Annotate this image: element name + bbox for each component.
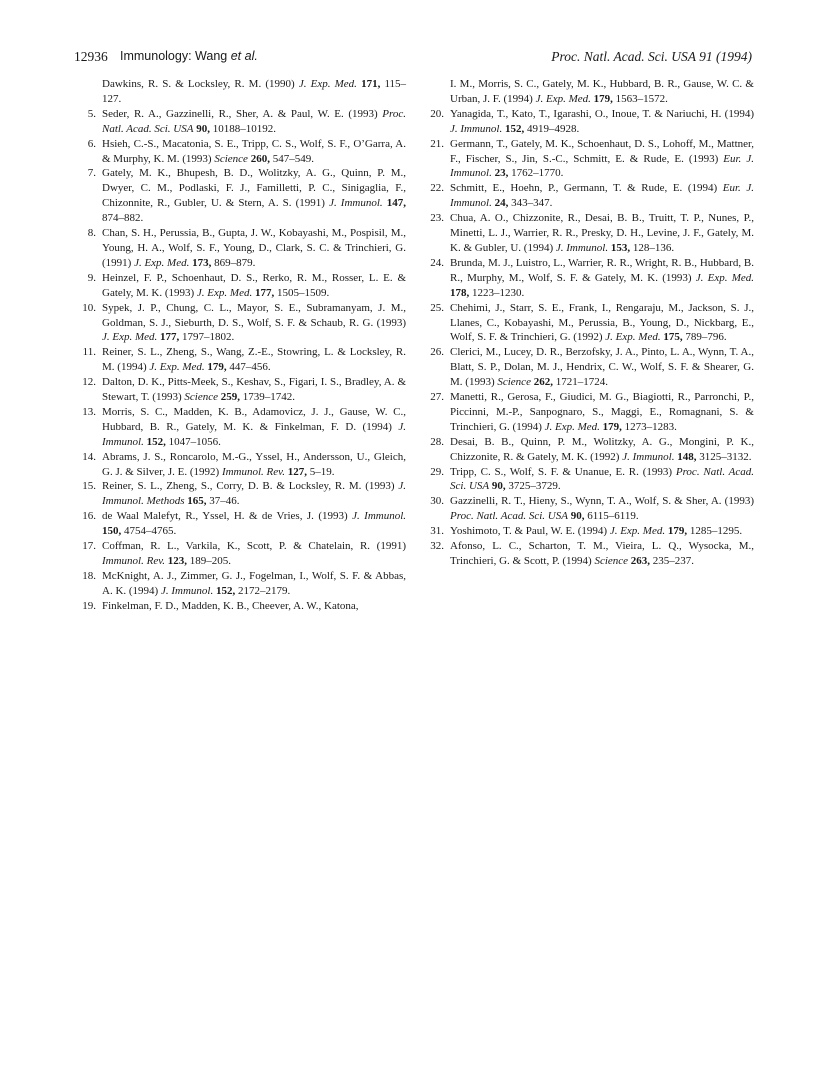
- reference-entry: [76, 509, 406, 539]
- reference-pages: 3725–3729.: [508, 480, 561, 493]
- reference-number: 9.: [87, 271, 96, 284]
- reference-authors: Chehimi, J., Starr, S. E., Frank, I., Rengaraju, M., Jackson, S. J., Llanes, C., Kobayashi, M., Perussia, B., Young, D., Nickbarg, E., Wolf, S. F. & Trinchieri, G. (1992): [450, 301, 754, 344]
- reference-entry: [76, 479, 406, 509]
- reference-entry: [76, 301, 406, 346]
- reference-number: 13.: [82, 405, 96, 418]
- reference-journal: J. Exp. Med.: [134, 256, 190, 269]
- reference-number: 15.: [82, 480, 96, 493]
- reference-pages: 189–205.: [189, 555, 232, 567]
- reference-volume: 260,: [250, 152, 270, 165]
- reference-journal: Proc. Natl. Acad. Sci. USA: [450, 510, 568, 523]
- reference-volume: 177,: [160, 331, 180, 344]
- reference-authors: Seder, R. A., Gazzinelli, R., Sher, A. & Paul, W. E. (1993): [102, 107, 378, 120]
- reference-number: 29.: [430, 465, 444, 478]
- reference-number: 14.: [82, 450, 96, 463]
- reference-number: 32.: [430, 540, 444, 553]
- reference-journal: Science: [594, 555, 629, 567]
- page-header: [74, 49, 752, 67]
- references-right-column: [424, 77, 754, 569]
- reference-journal: J. Immunol.: [352, 510, 407, 523]
- reference-authors: Coffman, R. L., Varkila, K., Scott, P. & Chatelain, R. (1991): [102, 540, 406, 553]
- reference-number: 31.: [430, 525, 444, 538]
- reference-journal: J. Exp. Med.: [609, 525, 666, 538]
- reference-entry: [76, 539, 406, 569]
- reference-authors: Chua, A. O., Chizzonite, R., Desai, B. B., Truitt, T. P., Nunes, P., Minetti, L. J., Warrier, R. R., Presky, D. H., Levine, J. F., Gately, M. K. & Gubler, U. (1994): [450, 212, 754, 254]
- reference-volume: 165,: [187, 495, 207, 508]
- reference-journal: J. Exp. Med.: [298, 78, 357, 90]
- reference-volume: 263,: [630, 555, 651, 567]
- reference-volume: 173,: [192, 256, 212, 269]
- reference-pages: 1285–1295.: [689, 525, 743, 538]
- reference-pages: 1047–1056.: [168, 435, 221, 448]
- reference-volume: 178,: [450, 286, 470, 299]
- reference-pages: 547–549.: [272, 152, 314, 165]
- reference-entry: [424, 256, 754, 301]
- reference-entry: [76, 166, 406, 226]
- reference-volume: 147,: [386, 197, 406, 210]
- reference-number: 18.: [82, 569, 96, 582]
- reference-pages: 1273–1283.: [624, 420, 677, 433]
- reference-journal: J. Immunol.: [555, 241, 609, 254]
- reference-pages: 2172–2179.: [237, 584, 291, 597]
- reference-journal: Science: [184, 391, 218, 404]
- reference-number: 21.: [430, 137, 444, 150]
- reference-number: 11.: [82, 346, 96, 359]
- reference-pages: 1721–1724.: [555, 376, 608, 389]
- reference-number: 6.: [87, 137, 96, 150]
- reference-pages: 4754–4765.: [124, 525, 177, 538]
- reference-volume: 171,: [361, 78, 381, 90]
- reference-authors: Schmitt, E., Hoehn, P., Germann, T. & Rude, E. (1994): [450, 182, 718, 195]
- reference-volume: 90,: [570, 510, 585, 523]
- journal-citation-header: Proc. Natl. Acad. Sci. USA 91 (1994): [551, 49, 752, 64]
- reference-entry: [76, 569, 406, 599]
- reference-entry: [424, 301, 754, 346]
- reference-entry: [424, 494, 754, 524]
- reference-entry: [76, 405, 406, 450]
- reference-volume: 152,: [215, 584, 236, 597]
- reference-number: 5.: [87, 107, 96, 120]
- reference-volume: 262,: [533, 376, 553, 389]
- reference-authors: Heinzel, F. P., Schoenhaut, D. S., Rerko, R. M., Rosser, L. E. & Gately, M. K. (1993): [102, 271, 406, 299]
- reference-journal: Science: [497, 376, 531, 389]
- reference-authors: Brunda, M. J., Luistro, L., Warrier, R. R., Wright, R. B., Hubbard, B. R., Murphy, M., Wolf, S. F. & Gately, M. K. (1993): [450, 256, 754, 284]
- reference-journal: Immunol. Rev.: [102, 555, 166, 567]
- reference-pages: 1797–1802.: [182, 331, 235, 344]
- reference-authors: Clerici, M., Lucey, D. R., Berzofsky, J. A., Pinto, L. A., Wynn, T. A., Blatt, S. P., Dolan, M. J., Hendrix, C. W., Wolf, S. F. & Shearer, G. M. (1993): [450, 346, 754, 389]
- reference-journal: J. Exp. Med.: [196, 286, 253, 299]
- reference-volume: 152,: [146, 435, 166, 448]
- reference-pages: 235–237.: [652, 555, 695, 567]
- reference-journal: Eur. J. Immunol.: [450, 152, 754, 180]
- reference-pages: 128–136.: [632, 241, 675, 254]
- reference-entry: [76, 599, 406, 614]
- reference-authors: Sypek, J. P., Chung, C. L., Mayor, S. E., Subramanyam, J. M., Goldman, S. J., Sieburth, D. S., Wolf, S. F. & Schaub, R. G. (1993): [102, 301, 406, 329]
- reference-volume: 152,: [505, 122, 525, 135]
- reference-authors: I. M., Morris, S. C., Gately, M. K., Hubbard, B. R., Gause, W. C. & Urban, J. F. (1994): [450, 78, 754, 105]
- reference-entry: [76, 345, 406, 375]
- reference-entry: [424, 539, 754, 569]
- reference-pages: 1762–1770.: [511, 167, 564, 180]
- reference-entry: [424, 465, 754, 495]
- reference-authors: Finkelman, F. D., Madden, K. B., Cheever, A. W., Katona,: [102, 599, 359, 612]
- reference-volume: 177,: [254, 286, 275, 299]
- reference-volume: 24,: [494, 197, 509, 210]
- section-label: Immunology: Wang: [120, 49, 228, 63]
- reference-authors: Desai, B. B., Quinn, P. M., Wolitzky, A. G., Mongini, P. K., Chizzonite, R. & Gately, M. K. (1992): [450, 435, 754, 463]
- reference-volume: 90,: [491, 480, 506, 493]
- reference-entry: [76, 77, 406, 107]
- reference-pages: 3125–3132.: [699, 450, 752, 463]
- reference-volume: 150,: [102, 525, 122, 538]
- reference-authors: Morris, S. C., Madden, K. B., Adamovicz, J. J., Gause, W. C., Hubbard, B. R., Gately, M. K. & Finkelman, F. D. (1994): [102, 405, 406, 433]
- reference-journal: J. Immunol.: [102, 420, 407, 448]
- reference-authors: Manetti, R., Gerosa, F., Giudici, M. G., Biagiotti, R., Parronchi, P., Piccinni, M.-P., Sanpognaro, S., Maggi, E., Romagnani, S. & Trinchieri, G. (1994): [450, 391, 754, 433]
- reference-journal: J. Immunol.: [622, 450, 675, 463]
- reference-authors: Chan, S. H., Perussia, B., Gupta, J. W., Kobayashi, M., Pospisil, M., Young, H. A., Wolf, S. F., Young, D., Clark, S. C. & Trinchieri, G. (1991): [102, 227, 406, 269]
- reference-entry: [424, 107, 754, 137]
- reference-number: 30.: [430, 495, 444, 508]
- reference-journal: Immunol. Rev.: [221, 465, 285, 478]
- reference-pages: 6115–6119.: [587, 510, 639, 523]
- reference-journal: J. Exp. Med.: [544, 420, 600, 433]
- reference-authors: Dawkins, R. S. & Locksley, R. M. (1990): [102, 78, 295, 90]
- reference-volume: 179,: [207, 361, 227, 374]
- reference-pages: 869–879.: [214, 256, 256, 269]
- reference-volume: 148,: [677, 450, 697, 463]
- reference-entry: [424, 137, 754, 182]
- reference-entry: [76, 271, 406, 301]
- reference-pages: 37–46.: [209, 495, 240, 508]
- reference-journal: J. Exp. Med.: [535, 92, 591, 105]
- reference-pages: 343–347.: [511, 197, 553, 210]
- reference-journal: J. Immunol.: [160, 584, 214, 597]
- reference-pages: 10188–10192.: [212, 122, 276, 135]
- reference-entry: [424, 345, 754, 390]
- reference-entry: [424, 77, 754, 107]
- reference-journal: J. Exp. Med.: [695, 271, 755, 284]
- reference-number: 12.: [82, 376, 96, 389]
- reference-authors: Yanagida, T., Kato, T., Igarashi, O., Inoue, T. & Nariuchi, H. (1994): [450, 107, 754, 120]
- reference-pages: 5–19.: [309, 465, 335, 478]
- reference-entry: [424, 435, 754, 465]
- reference-entry: [76, 226, 406, 271]
- reference-volume: 23,: [494, 167, 509, 180]
- reference-journal: J. Immunol.: [329, 197, 383, 210]
- reference-journal: J. Exp. Med.: [102, 331, 158, 344]
- reference-entry: [424, 524, 754, 539]
- reference-number: 8.: [87, 227, 96, 240]
- reference-volume: 90,: [196, 122, 210, 135]
- reference-number: 24.: [430, 256, 444, 269]
- reference-authors: Reiner, S. L., Zheng, S., Corry, D. B. & Locksley, R. M. (1993): [102, 480, 395, 493]
- reference-pages: 1739–1742.: [242, 391, 295, 404]
- reference-pages: 1505–1509.: [276, 286, 330, 299]
- reference-volume: 179,: [593, 92, 613, 105]
- references-left-column: [76, 77, 406, 614]
- reference-pages: 447–456.: [229, 361, 271, 374]
- reference-authors: McKnight, A. J., Zimmer, G. J., Fogelman, I., Wolf, S. F. & Abbas, A. K. (1994): [102, 569, 406, 597]
- reference-journal: Eur. J. Immunol.: [450, 182, 755, 210]
- reference-number: 28.: [430, 435, 444, 448]
- reference-authors: Tripp, C. S., Wolf, S. F. & Unanue, E. R. (1993): [450, 465, 673, 478]
- reference-number: 23.: [430, 212, 444, 225]
- reference-pages: 115–127.: [102, 78, 407, 105]
- reference-pages: 874–882.: [102, 212, 144, 225]
- reference-volume: 153,: [610, 241, 631, 254]
- reference-entry: [76, 450, 406, 480]
- reference-entry: [76, 107, 406, 137]
- reference-number: 22.: [430, 182, 444, 195]
- reference-journal: J. Exp. Med.: [605, 331, 661, 344]
- running-section-title: [120, 49, 258, 63]
- reference-number: 10.: [82, 301, 96, 314]
- reference-journal: Science: [214, 152, 248, 165]
- reference-volume: 123,: [167, 555, 188, 567]
- reference-volume: 179,: [602, 420, 622, 433]
- et-al: et al.: [230, 49, 258, 63]
- reference-volume: 175,: [663, 331, 683, 344]
- reference-authors: Germann, T., Gately, M. K., Schoenhaut, D. S., Lohoff, M., Mattner, F., Fischer, S., Jin, S.-C., Schmitt, E. & Rude, E. (1993): [450, 137, 754, 165]
- reference-authors: Gazzinelli, R. T., Hieny, S., Wynn, T. A., Wolf, S. & Sher, A. (1993): [450, 495, 754, 508]
- reference-number: 17.: [82, 540, 96, 553]
- reference-number: 27.: [430, 391, 444, 404]
- reference-authors: Abrams, J. S., Roncarolo, M.-G., Yssel, H., Andersson, U., Gleich, G. J. & Silver, J. E. (1992): [102, 450, 406, 478]
- reference-number: 19.: [82, 599, 96, 612]
- reference-number: 7.: [87, 167, 96, 180]
- reference-number: 16.: [82, 510, 96, 523]
- reference-volume: 127,: [287, 465, 307, 478]
- page-number: 12936: [74, 49, 108, 64]
- reference-journal: Proc. Natl. Acad. Sci. USA: [102, 107, 406, 135]
- reference-authors: Reiner, S. L., Zheng, S., Wang, Z.-E., Stowring, L. & Locksley, R. M. (1994): [102, 346, 406, 374]
- reference-entry: [424, 390, 754, 435]
- reference-volume: 179,: [667, 525, 688, 538]
- reference-authors: Hsieh, C.-S., Macatonia, S. E., Tripp, C. S., Wolf, S. F., O’Garra, A. & Murphy, K. M. (1993): [102, 137, 406, 165]
- reference-entry: [424, 181, 754, 211]
- reference-entry: [76, 137, 406, 167]
- reference-authors: Yoshimoto, T. & Paul, W. E. (1994): [450, 525, 608, 538]
- reference-journal: Proc. Natl. Acad. Sci. USA: [450, 465, 755, 493]
- reference-authors: Gately, M. K., Bhupesh, B. D., Wolitzky, A. G., Quinn, P. M., Dwyer, C. M., Podlaski, F. J., Familletti, P. C., Sinigaglia, F., Chizonnite, R., Gubler, U. & Stern, A. S. (1991): [102, 167, 406, 210]
- reference-number: 26.: [430, 346, 444, 359]
- reference-volume: 259,: [220, 391, 240, 404]
- reference-journal: J. Exp. Med.: [149, 361, 205, 374]
- reference-number: 25.: [430, 301, 444, 314]
- reference-number: 20.: [430, 107, 444, 120]
- reference-authors: Dalton, D. K., Pitts-Meek, S., Keshav, S., Figari, I. S., Bradley, A. & Stewart, T. (1993): [102, 376, 406, 404]
- reference-pages: 1563–1572.: [615, 92, 668, 105]
- reference-journal: J. Immunol.: [450, 122, 503, 135]
- reference-authors: Afonso, L. C., Scharton, T. M., Vieira, L. Q., Wysocka, M., Trinchieri, G. & Scott, P. (1994): [450, 540, 754, 567]
- reference-entry: [424, 211, 754, 256]
- reference-pages: 789–796.: [685, 331, 727, 344]
- reference-pages: 4919–4928.: [527, 122, 580, 135]
- reference-authors: de Waal Malefyt, R., Yssel, H. & de Vries, J. (1993): [102, 510, 348, 523]
- reference-entry: [76, 375, 406, 405]
- reference-journal: J. Immunol. Methods: [102, 480, 407, 508]
- reference-pages: 1223–1230.: [472, 286, 525, 299]
